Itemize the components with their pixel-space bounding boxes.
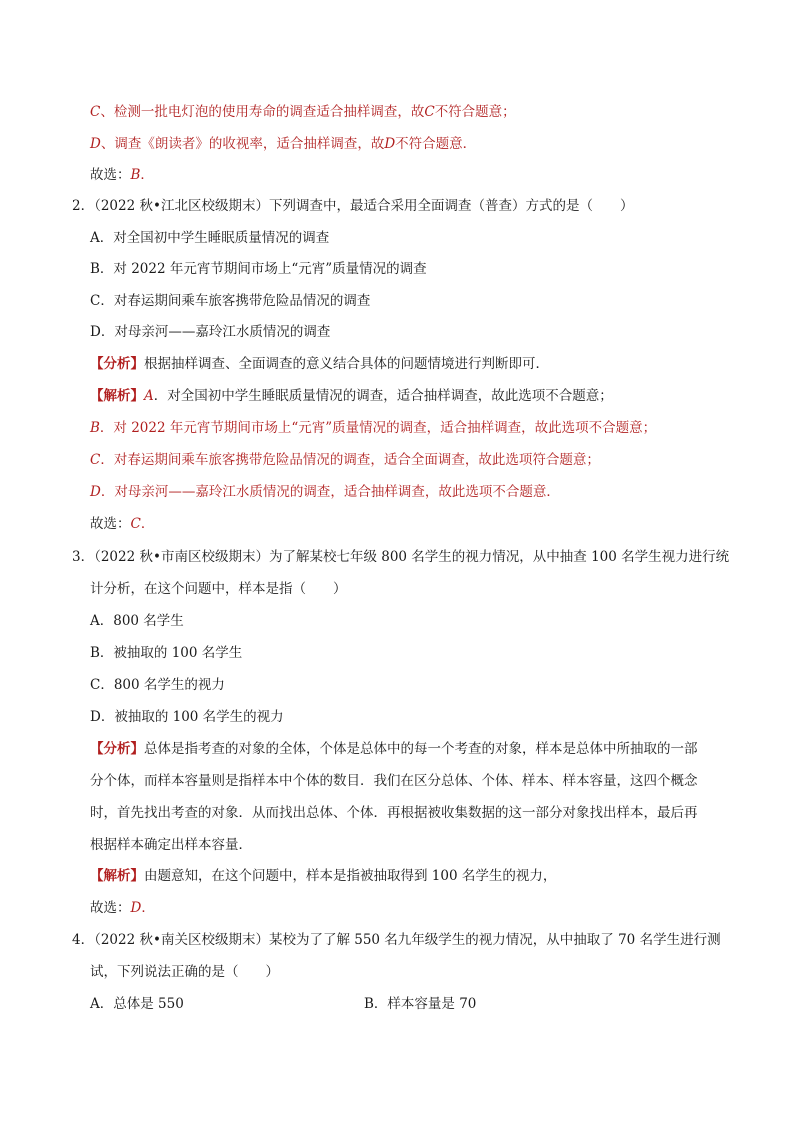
answer-prefix: 故选：	[90, 167, 131, 183]
question-text: 计分析，在这个问题中，样本是指（ ）	[90, 581, 347, 597]
analysis-line: 时，首先找出考查的对象．从而找出总体、个体．再根据被收集数据的这一部分对象找出样本，最后再	[90, 805, 698, 821]
option-a: A．800 名学生	[90, 613, 184, 629]
option-letter: A	[144, 388, 154, 404]
answer-suffix: ．	[140, 516, 155, 532]
option-b: B．样本容量是 70	[364, 996, 477, 1012]
question-text: （2022 秋•市南区校级期末）为了解某校七年级 800 名学生的视力情况，从中抽查 100 名学生视力进行统	[94, 549, 730, 565]
option-letter: D	[90, 136, 101, 152]
option-letter: C	[424, 104, 435, 120]
answer-prefix: 故选：	[90, 900, 131, 916]
option-d: D．被抽取的 100 名学生的视力	[90, 709, 284, 725]
question-text: （2022 秋•南关区校级期末）某校为了了解 550 名九年级学生的视力情况，从中抽取了 70 名学生进行测	[94, 932, 721, 948]
option-c: C．对春运期间乘车旅客携带危险品情况的调查	[90, 293, 371, 309]
option-letter: D	[90, 484, 101, 500]
solution-text: 、检测一批电灯泡的使用寿命的调查适合抽样调查，故	[100, 104, 425, 120]
option-letter: D	[384, 136, 396, 152]
solution-line	[90, 386, 613, 406]
analysis-tag: 【分析】	[90, 356, 144, 372]
solution-line-d	[90, 134, 476, 154]
analysis-text: 总体是指考查的对象的全体，个体是总体中的每一个考查的对象，样本是总体中所抽取的一部	[144, 741, 698, 757]
option-a: A．对全国初中学生睡眠质量情况的调查	[90, 230, 330, 246]
analysis-line: 根据样本确定出样本容量．	[90, 837, 252, 853]
solution-line	[90, 418, 656, 438]
answer-letter: D	[130, 900, 142, 916]
solution-text: ．对全国初中学生睡眠质量情况的调查，适合抽样调查，故此选项不合题意；	[153, 388, 613, 404]
analysis-text: 根据抽样调查、全面调查的意义结合具体的问题情境进行判断即可．	[144, 356, 549, 372]
question-stem	[72, 547, 729, 567]
answer-letter: C	[130, 516, 141, 532]
option-letter: B	[90, 420, 100, 436]
solution-line	[90, 866, 556, 886]
solution-text: ．对春运期间乘车旅客携带危险品情况的调查，适合全面调查，故此选项符合题意；	[100, 452, 600, 468]
answer-line	[90, 898, 155, 918]
question-text: 试，下列说法正确的是（ ）	[90, 964, 279, 980]
question-number: 4．	[72, 932, 95, 948]
solution-tag: 【解析】	[90, 388, 144, 404]
solution-line-c	[90, 102, 516, 122]
analysis-line	[90, 354, 549, 374]
answer-suffix: ．	[140, 167, 154, 183]
solution-text: 不符合题意；	[434, 104, 516, 120]
question-number: 3．	[72, 549, 95, 565]
solution-tag: 【解析】	[90, 868, 144, 884]
solution-text: 由题意知，在这个问题中，样本是指被抽取得到 100 名学生的视力，	[144, 868, 557, 884]
answer-suffix: ．	[141, 900, 155, 916]
analysis-line	[90, 739, 698, 759]
solution-line	[90, 482, 560, 502]
solution-text: 、调查《朗读者》的收视率，适合抽样调查，故	[100, 136, 385, 152]
solution-text: 不符合题意．	[395, 136, 477, 152]
option-d: D．对母亲河——嘉玲江水质情况的调查	[90, 324, 331, 340]
option-c: C．800 名学生的视力	[90, 677, 225, 693]
option-letter: C	[90, 452, 101, 468]
option-letter: C	[90, 104, 101, 120]
question-stem	[72, 930, 721, 950]
question-number: 2．	[72, 198, 95, 214]
analysis-tag: 【分析】	[90, 741, 144, 757]
option-b: B．被抽取的 100 名学生	[90, 645, 243, 661]
question-text: （2022 秋•江北区校级期末）下列调查中，最适合采用全面调查（普查）方式的是（ ）	[94, 198, 634, 214]
solution-text: ．对母亲河——嘉玲江水质情况的调查，适合抽样调查，故此选项不合题意．	[100, 484, 560, 500]
question-stem	[72, 196, 633, 216]
solution-text: ．对 2022 年元宵节期间市场上“元宵”质量情况的调查，适合抽样调查，故此选项不合题意；	[99, 420, 657, 436]
option-b: B．对 2022 年元宵节期间市场上“元宵”质量情况的调查	[90, 261, 427, 277]
solution-line	[90, 450, 600, 470]
analysis-line: 分个体，而样本容量则是指样本中个体的数目．我们在区分总体、个体、样本、样本容量，这四个概念	[90, 773, 698, 789]
answer-prefix: 故选：	[90, 516, 131, 532]
answer-letter: B	[130, 167, 141, 183]
answer-line	[90, 514, 154, 534]
answer-line	[90, 165, 154, 185]
option-a: A．总体是 550	[90, 996, 184, 1012]
